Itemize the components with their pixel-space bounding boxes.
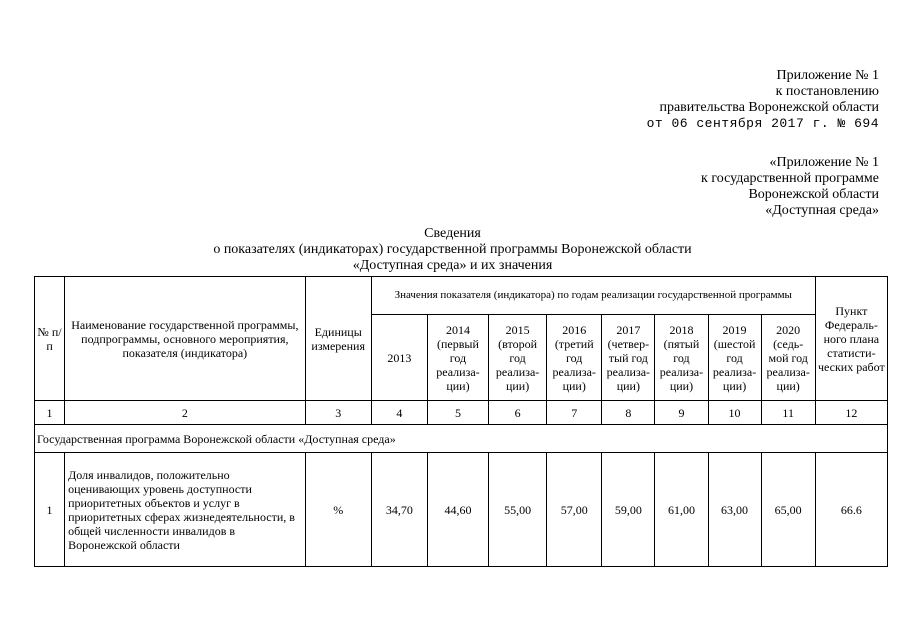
header-name: Наименование государственной программы, подпрограммы, основного мероприятия, показателя (индикатора) [65,277,306,401]
program-annex-name: «Доступная среда» [765,203,879,218]
program-row: Государственная программа Воронежской области «Доступная среда» [35,425,888,453]
header-year: 2018 (пятый год реализа-ции) [655,315,708,401]
document-title: Сведения [424,226,481,241]
column-number: 7 [547,401,602,425]
column-number: 10 [708,401,761,425]
header-values-group: Значения показателя (индикатора) по годам реализации государственной программы [371,277,815,315]
row-value-2016: 57,00 [547,453,602,567]
row-value-2018: 61,00 [655,453,708,567]
row-value-2017: 59,00 [602,453,655,567]
row-value-2013: 34,70 [371,453,427,567]
row-value-2015: 55,00 [489,453,547,567]
column-number: 1 [35,401,65,425]
program-annex-title: «Приложение № 1 [769,155,879,170]
header-year: 2017 (четвер-тый год реализа-ции) [602,315,655,401]
column-number: 6 [489,401,547,425]
row-unit: % [305,453,371,567]
row-indicator-name: Доля инвалидов, положительно оценивающих уровень доступности приоритетных объектов и услуг в приоритетных сферах жизнедеятельности, в общей численности инвалидов в Воронежской области [65,453,306,567]
program-annex-region: Воронежской области [748,187,879,202]
header-year: 2013 [371,315,427,401]
column-number: 5 [427,401,488,425]
program-annex-ref: к государственной программе [701,171,879,186]
document-subtitle: о показателях (индикаторах) государственной программы Воронежской области [213,242,692,257]
header-unit: Единицы измерения [305,277,371,401]
header-year: 2016 (третий год реализа-ции) [547,315,602,401]
column-number: 8 [602,401,655,425]
header-year: 2020 (седь-мой год реализа-ции) [761,315,815,401]
row-value-2019: 63,00 [708,453,761,567]
column-number: 12 [815,401,887,425]
row-num: 1 [35,453,65,567]
program-annex-header [701,155,879,219]
annex-date-number: от 06 сентября 2017 г. № 694 [646,116,879,131]
column-number: 9 [655,401,708,425]
row-value-2020: 65,00 [761,453,815,567]
indicators-table [34,276,888,567]
document-subtitle-2: «Доступная среда» и их значения [352,258,553,273]
annex-title: Приложение № 1 [776,68,879,83]
column-number: 4 [371,401,427,425]
header-year: 2019 (шестой год реализа-ции) [708,315,761,401]
annex-header [647,68,879,132]
header-federal-plan: Пункт Федераль-ного плана статисти-ческих работ [815,277,887,401]
row-federal-plan: 66.6 [815,453,887,567]
annex-authority: правительства Воронежской области [659,100,879,115]
column-number: 11 [761,401,815,425]
column-number: 2 [65,401,306,425]
header-year: 2014 (первый год реализа-ции) [427,315,488,401]
annex-ref-line: к постановлению [775,84,879,99]
column-number: 3 [305,401,371,425]
header-year: 2015 (второй год реализа-ции) [489,315,547,401]
row-value-2014: 44,60 [427,453,488,567]
table-row [35,453,888,567]
header-num: № п/п [35,277,65,401]
